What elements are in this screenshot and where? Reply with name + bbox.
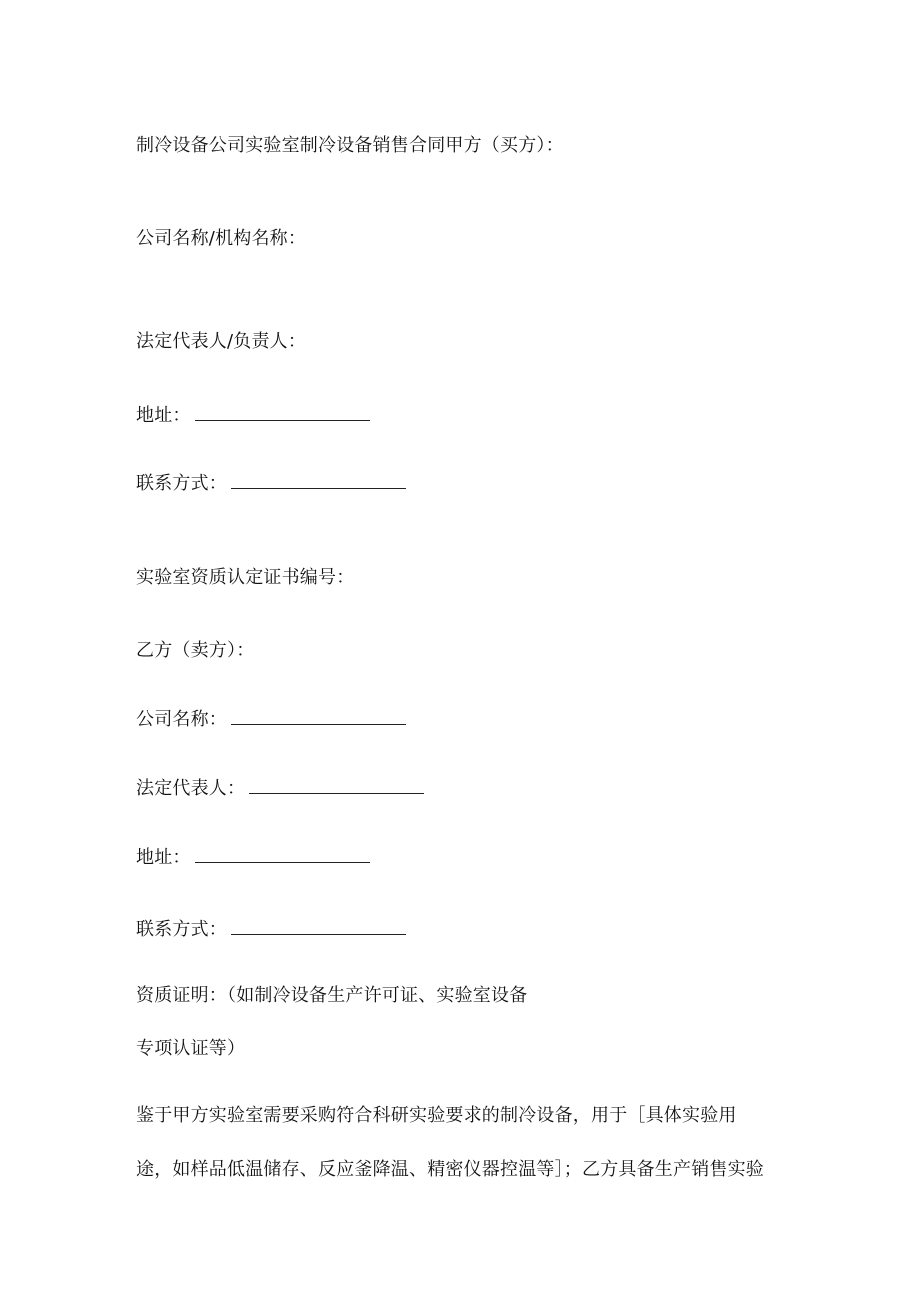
party-b-qualification-text-1: 资质证明：（如制冷设备生产许可证、实验室设备 <box>136 985 528 1006</box>
party-b-qualification-line1 <box>136 984 527 1008</box>
party-a-lab-cert-row <box>136 566 354 590</box>
party-b-legal-rep-blank[interactable] <box>249 775 424 794</box>
body-paragraph-text-2: 途，如样品低温储存、反应釜降温、精密仪器控温等］；乙方具备生产销售实验 <box>136 1159 764 1180</box>
party-a-company-row <box>136 227 306 251</box>
party-a-contact-row <box>136 470 406 496</box>
party-b-address-row <box>136 844 370 870</box>
party-b-legal-rep-row <box>136 775 424 801</box>
contract-title <box>136 134 564 158</box>
party-b-heading-text: 乙方（卖方）： <box>136 640 255 661</box>
party-b-company-label: 公司名称： <box>136 709 227 730</box>
body-paragraph-text-1: 鉴于甲方实验室需要采购符合科研实验要求的制冷设备，用于［具体实验用 <box>136 1105 737 1126</box>
party-a-legal-rep-label: 法定代表人/负责人： <box>136 331 307 352</box>
party-b-heading <box>136 639 254 663</box>
party-b-company-row <box>136 706 406 732</box>
party-a-contact-blank[interactable] <box>231 470 406 489</box>
party-b-address-blank[interactable] <box>195 844 370 863</box>
party-a-address-blank[interactable] <box>195 402 370 421</box>
party-a-lab-cert-label: 实验室资质认定证书编号： <box>136 567 355 588</box>
party-b-qualification-line2 <box>136 1037 245 1061</box>
party-b-contact-row <box>136 916 406 942</box>
party-a-address-label: 地址： <box>136 405 191 426</box>
party-a-address-row <box>136 402 370 428</box>
contract-title-text: 制冷设备公司实验室制冷设备销售合同甲方（买方）： <box>136 135 564 156</box>
party-b-qualification-text-2: 专项认证等） <box>136 1038 246 1059</box>
party-a-company-label: 公司名称/机构名称： <box>136 228 307 249</box>
party-b-company-blank[interactable] <box>231 706 406 725</box>
party-b-contact-blank[interactable] <box>231 916 406 935</box>
party-b-address-label: 地址： <box>136 847 191 868</box>
party-b-legal-rep-label: 法定代表人： <box>136 778 246 799</box>
party-b-contact-label: 联系方式： <box>136 919 227 940</box>
party-a-contact-label: 联系方式： <box>136 473 227 494</box>
body-paragraph-line1 <box>136 1104 737 1128</box>
party-a-legal-rep-row <box>136 330 306 354</box>
body-paragraph-line2 <box>136 1158 764 1182</box>
